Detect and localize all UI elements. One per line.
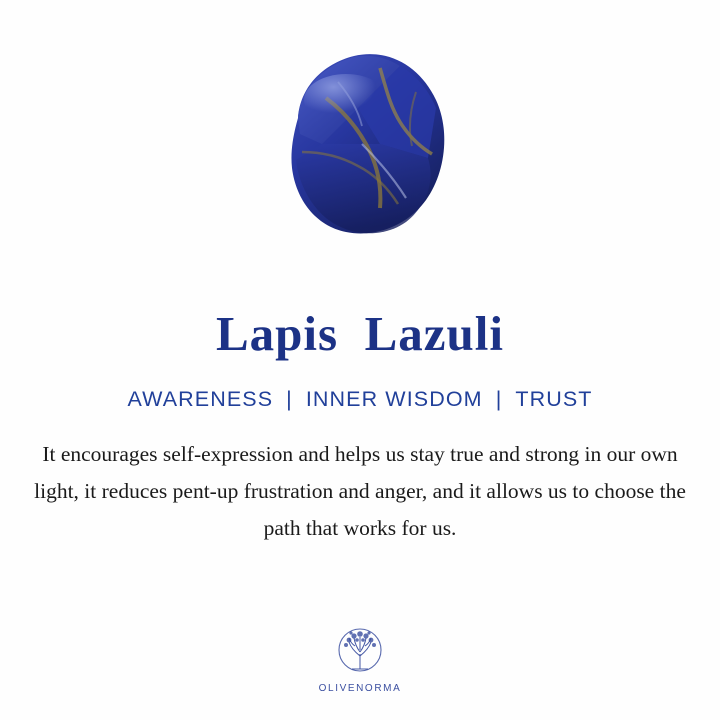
keyword-list (125, 387, 594, 412)
stone-image-container (0, 0, 720, 285)
keyword-awareness: AWARENESS (127, 386, 274, 411)
tree-of-life-icon (331, 624, 389, 680)
brand-name: OLIVENORMA (318, 683, 402, 694)
lapis-lazuli-stone-icon (230, 48, 490, 248)
brand-logo (0, 624, 720, 694)
keyword-separator-1: | (286, 386, 293, 411)
stone-facet-bottom (296, 144, 431, 233)
keyword-separator-2: | (495, 386, 503, 411)
stone-highlight (304, 74, 388, 126)
description-text: It encourages self-expression and helps us stay true and strong in our own light, it reduces pent-up frustration and anger, and it allows us to choose the path that works for us. (34, 441, 686, 540)
keyword-trust: TRUST (515, 386, 593, 411)
page-title: Lapis Lazuli (215, 306, 505, 361)
keyword-inner-wisdom: INNER WISDOM (305, 386, 483, 411)
